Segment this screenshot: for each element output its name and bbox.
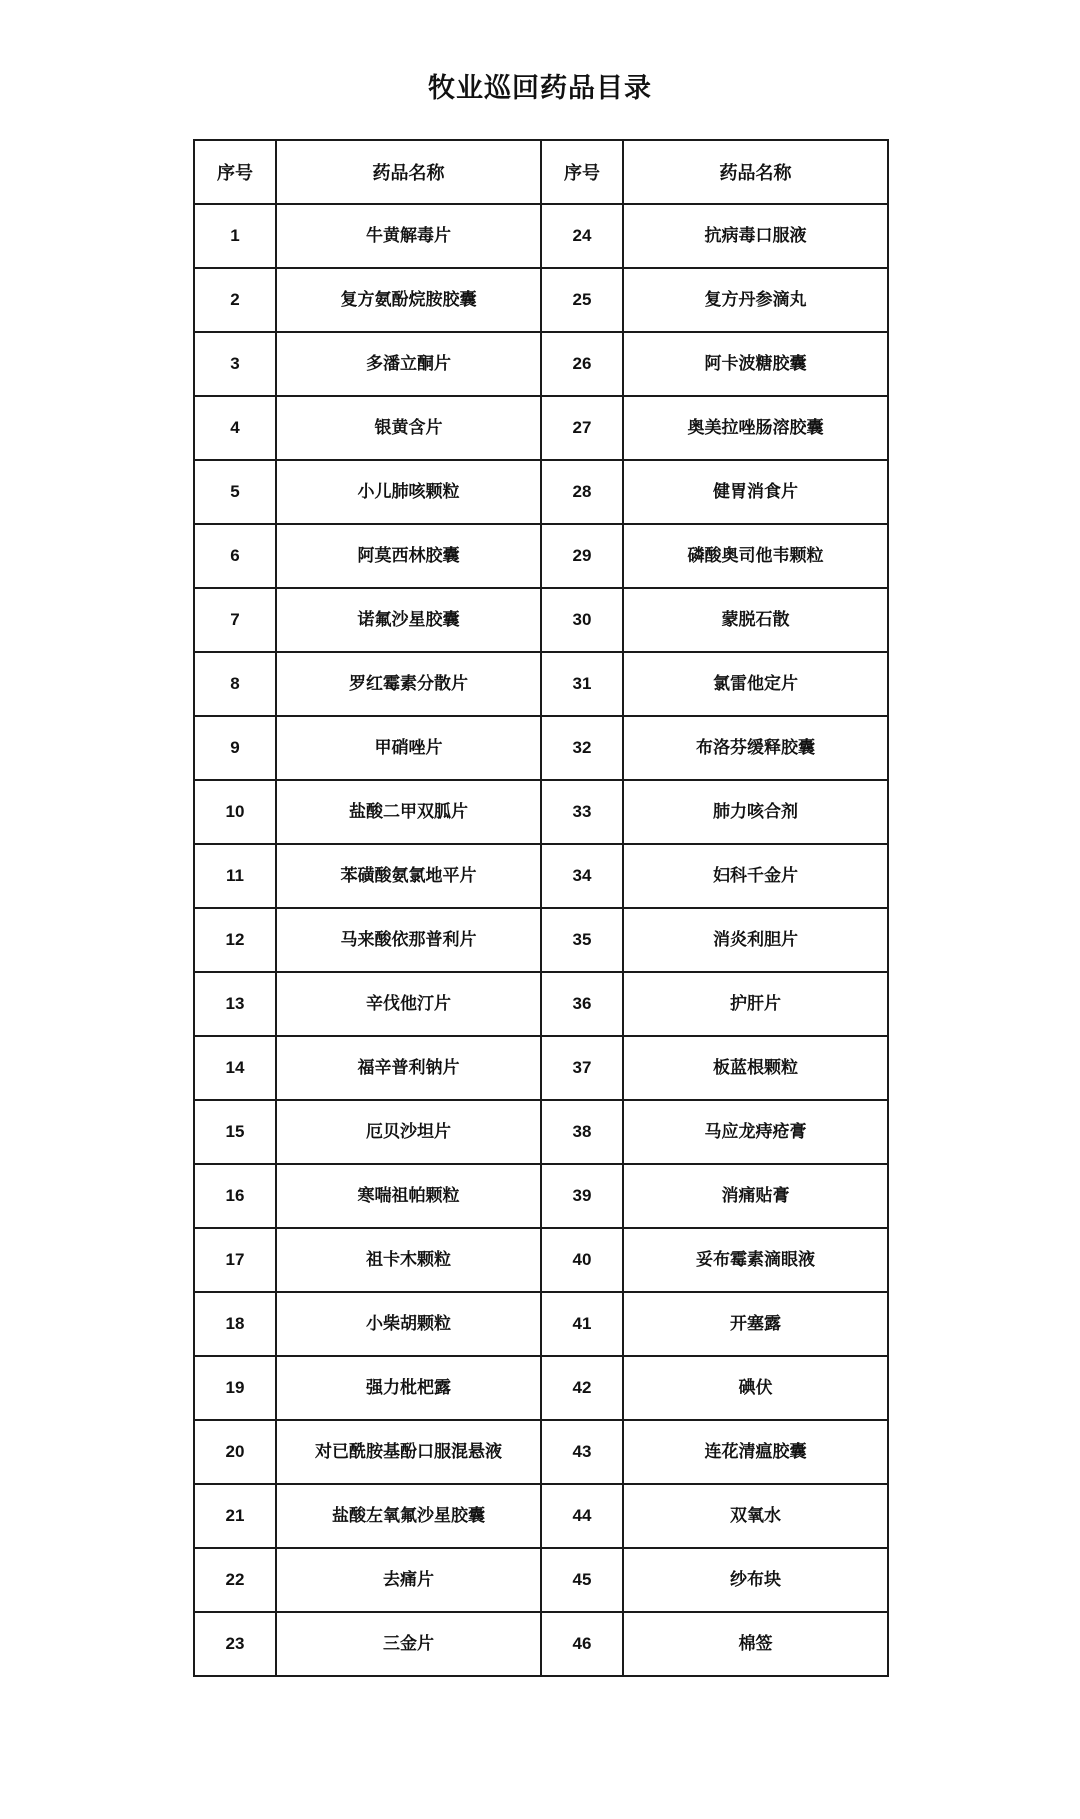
cell-index-left: 5 (194, 460, 276, 524)
cell-name-left: 甲硝唑片 (276, 716, 541, 780)
cell-index-left: 23 (194, 1612, 276, 1676)
cell-name-right: 布洛芬缓释胶囊 (623, 716, 888, 780)
cell-name-right: 消炎利胆片 (623, 908, 888, 972)
column-header-name-right: 药品名称 (623, 140, 888, 204)
cell-index-right: 35 (541, 908, 623, 972)
cell-index-right: 24 (541, 204, 623, 268)
table-row (194, 1612, 888, 1676)
cell-name-left: 牛黄解毒片 (276, 204, 541, 268)
cell-index-left: 17 (194, 1228, 276, 1292)
cell-index-left: 10 (194, 780, 276, 844)
cell-name-left: 苯磺酸氨氯地平片 (276, 844, 541, 908)
cell-index-right: 42 (541, 1356, 623, 1420)
cell-index-right: 43 (541, 1420, 623, 1484)
table-row (194, 908, 888, 972)
cell-index-left: 21 (194, 1484, 276, 1548)
cell-name-left: 三金片 (276, 1612, 541, 1676)
cell-index-left: 11 (194, 844, 276, 908)
cell-name-right: 开塞露 (623, 1292, 888, 1356)
cell-name-left: 阿莫西林胶囊 (276, 524, 541, 588)
cell-name-right: 氯雷他定片 (623, 652, 888, 716)
cell-name-left: 祖卡木颗粒 (276, 1228, 541, 1292)
column-header-index-left: 序号 (194, 140, 276, 204)
cell-index-left: 12 (194, 908, 276, 972)
cell-index-left: 1 (194, 204, 276, 268)
cell-name-right: 肺力咳合剂 (623, 780, 888, 844)
table-row (194, 1484, 888, 1548)
cell-index-left: 19 (194, 1356, 276, 1420)
cell-name-right: 护肝片 (623, 972, 888, 1036)
cell-name-left: 银黄含片 (276, 396, 541, 460)
cell-index-left: 7 (194, 588, 276, 652)
medicine-catalog-table (193, 139, 889, 1677)
cell-name-right: 连花清瘟胶囊 (623, 1420, 888, 1484)
column-header-name-left: 药品名称 (276, 140, 541, 204)
table-body (194, 204, 888, 1676)
cell-name-left: 辛伐他汀片 (276, 972, 541, 1036)
table-row (194, 780, 888, 844)
cell-index-left: 15 (194, 1100, 276, 1164)
cell-index-right: 38 (541, 1100, 623, 1164)
cell-name-left: 厄贝沙坦片 (276, 1100, 541, 1164)
cell-index-right: 26 (541, 332, 623, 396)
cell-name-left: 强力枇杷露 (276, 1356, 541, 1420)
cell-index-right: 34 (541, 844, 623, 908)
cell-index-left: 22 (194, 1548, 276, 1612)
table-row (194, 1164, 888, 1228)
cell-index-left: 20 (194, 1420, 276, 1484)
cell-name-right: 碘伏 (623, 1356, 888, 1420)
page-title: 牧业巡回药品目录 (428, 73, 652, 103)
cell-name-left: 盐酸左氧氟沙星胶囊 (276, 1484, 541, 1548)
table-row (194, 1036, 888, 1100)
cell-index-right: 46 (541, 1612, 623, 1676)
cell-name-right: 奥美拉唑肠溶胶囊 (623, 396, 888, 460)
cell-index-left: 6 (194, 524, 276, 588)
cell-index-right: 25 (541, 268, 623, 332)
column-header-index-right: 序号 (541, 140, 623, 204)
table-row (194, 268, 888, 332)
cell-index-right: 31 (541, 652, 623, 716)
cell-index-left: 18 (194, 1292, 276, 1356)
cell-index-right: 41 (541, 1292, 623, 1356)
table-row (194, 524, 888, 588)
cell-name-left: 福辛普利钠片 (276, 1036, 541, 1100)
cell-index-right: 33 (541, 780, 623, 844)
cell-index-right: 37 (541, 1036, 623, 1100)
cell-name-left: 诺氟沙星胶囊 (276, 588, 541, 652)
cell-name-right: 蒙脱石散 (623, 588, 888, 652)
cell-name-right: 健胃消食片 (623, 460, 888, 524)
cell-name-right: 马应龙痔疮膏 (623, 1100, 888, 1164)
table-row (194, 716, 888, 780)
table-row (194, 588, 888, 652)
table-header-row (194, 140, 888, 204)
cell-index-right: 45 (541, 1548, 623, 1612)
table-row (194, 1420, 888, 1484)
cell-index-right: 30 (541, 588, 623, 652)
cell-index-right: 39 (541, 1164, 623, 1228)
table-row (194, 1548, 888, 1612)
cell-name-left: 小柴胡颗粒 (276, 1292, 541, 1356)
cell-index-left: 9 (194, 716, 276, 780)
table-row (194, 652, 888, 716)
cell-index-left: 14 (194, 1036, 276, 1100)
table-row (194, 1292, 888, 1356)
cell-name-left: 罗红霉素分散片 (276, 652, 541, 716)
cell-index-right: 28 (541, 460, 623, 524)
cell-name-right: 妥布霉素滴眼液 (623, 1228, 888, 1292)
table-row (194, 1228, 888, 1292)
cell-name-right: 妇科千金片 (623, 844, 888, 908)
cell-name-right: 消痛贴膏 (623, 1164, 888, 1228)
table-row (194, 1100, 888, 1164)
table-row (194, 844, 888, 908)
cell-index-right: 29 (541, 524, 623, 588)
cell-name-right: 复方丹参滴丸 (623, 268, 888, 332)
cell-name-left: 去痛片 (276, 1548, 541, 1612)
table-header (194, 140, 888, 204)
document-page (0, 66, 1080, 1819)
cell-name-right: 阿卡波糖胶囊 (623, 332, 888, 396)
cell-index-right: 27 (541, 396, 623, 460)
cell-index-left: 16 (194, 1164, 276, 1228)
cell-index-right: 36 (541, 972, 623, 1036)
cell-index-left: 4 (194, 396, 276, 460)
table-row (194, 204, 888, 268)
cell-index-left: 3 (194, 332, 276, 396)
cell-name-right: 双氧水 (623, 1484, 888, 1548)
cell-name-left: 盐酸二甲双胍片 (276, 780, 541, 844)
cell-index-left: 8 (194, 652, 276, 716)
cell-name-right: 磷酸奥司他韦颗粒 (623, 524, 888, 588)
cell-index-left: 13 (194, 972, 276, 1036)
cell-index-left: 2 (194, 268, 276, 332)
cell-name-right: 抗病毒口服液 (623, 204, 888, 268)
cell-name-left: 马来酸依那普利片 (276, 908, 541, 972)
table-row (194, 972, 888, 1036)
medicine-catalog-table-container (193, 139, 887, 1677)
cell-name-right: 纱布块 (623, 1548, 888, 1612)
cell-name-right: 板蓝根颗粒 (623, 1036, 888, 1100)
cell-name-left: 复方氨酚烷胺胶囊 (276, 268, 541, 332)
cell-name-left: 小儿肺咳颗粒 (276, 460, 541, 524)
cell-index-right: 40 (541, 1228, 623, 1292)
table-row (194, 332, 888, 396)
cell-index-right: 44 (541, 1484, 623, 1548)
table-row (194, 460, 888, 524)
cell-name-left: 多潘立酮片 (276, 332, 541, 396)
table-row (194, 1356, 888, 1420)
cell-name-right: 棉签 (623, 1612, 888, 1676)
cell-index-right: 32 (541, 716, 623, 780)
cell-name-left: 对已酰胺基酚口服混悬液 (276, 1420, 541, 1484)
table-row (194, 396, 888, 460)
cell-name-left: 寒喘祖帕颗粒 (276, 1164, 541, 1228)
